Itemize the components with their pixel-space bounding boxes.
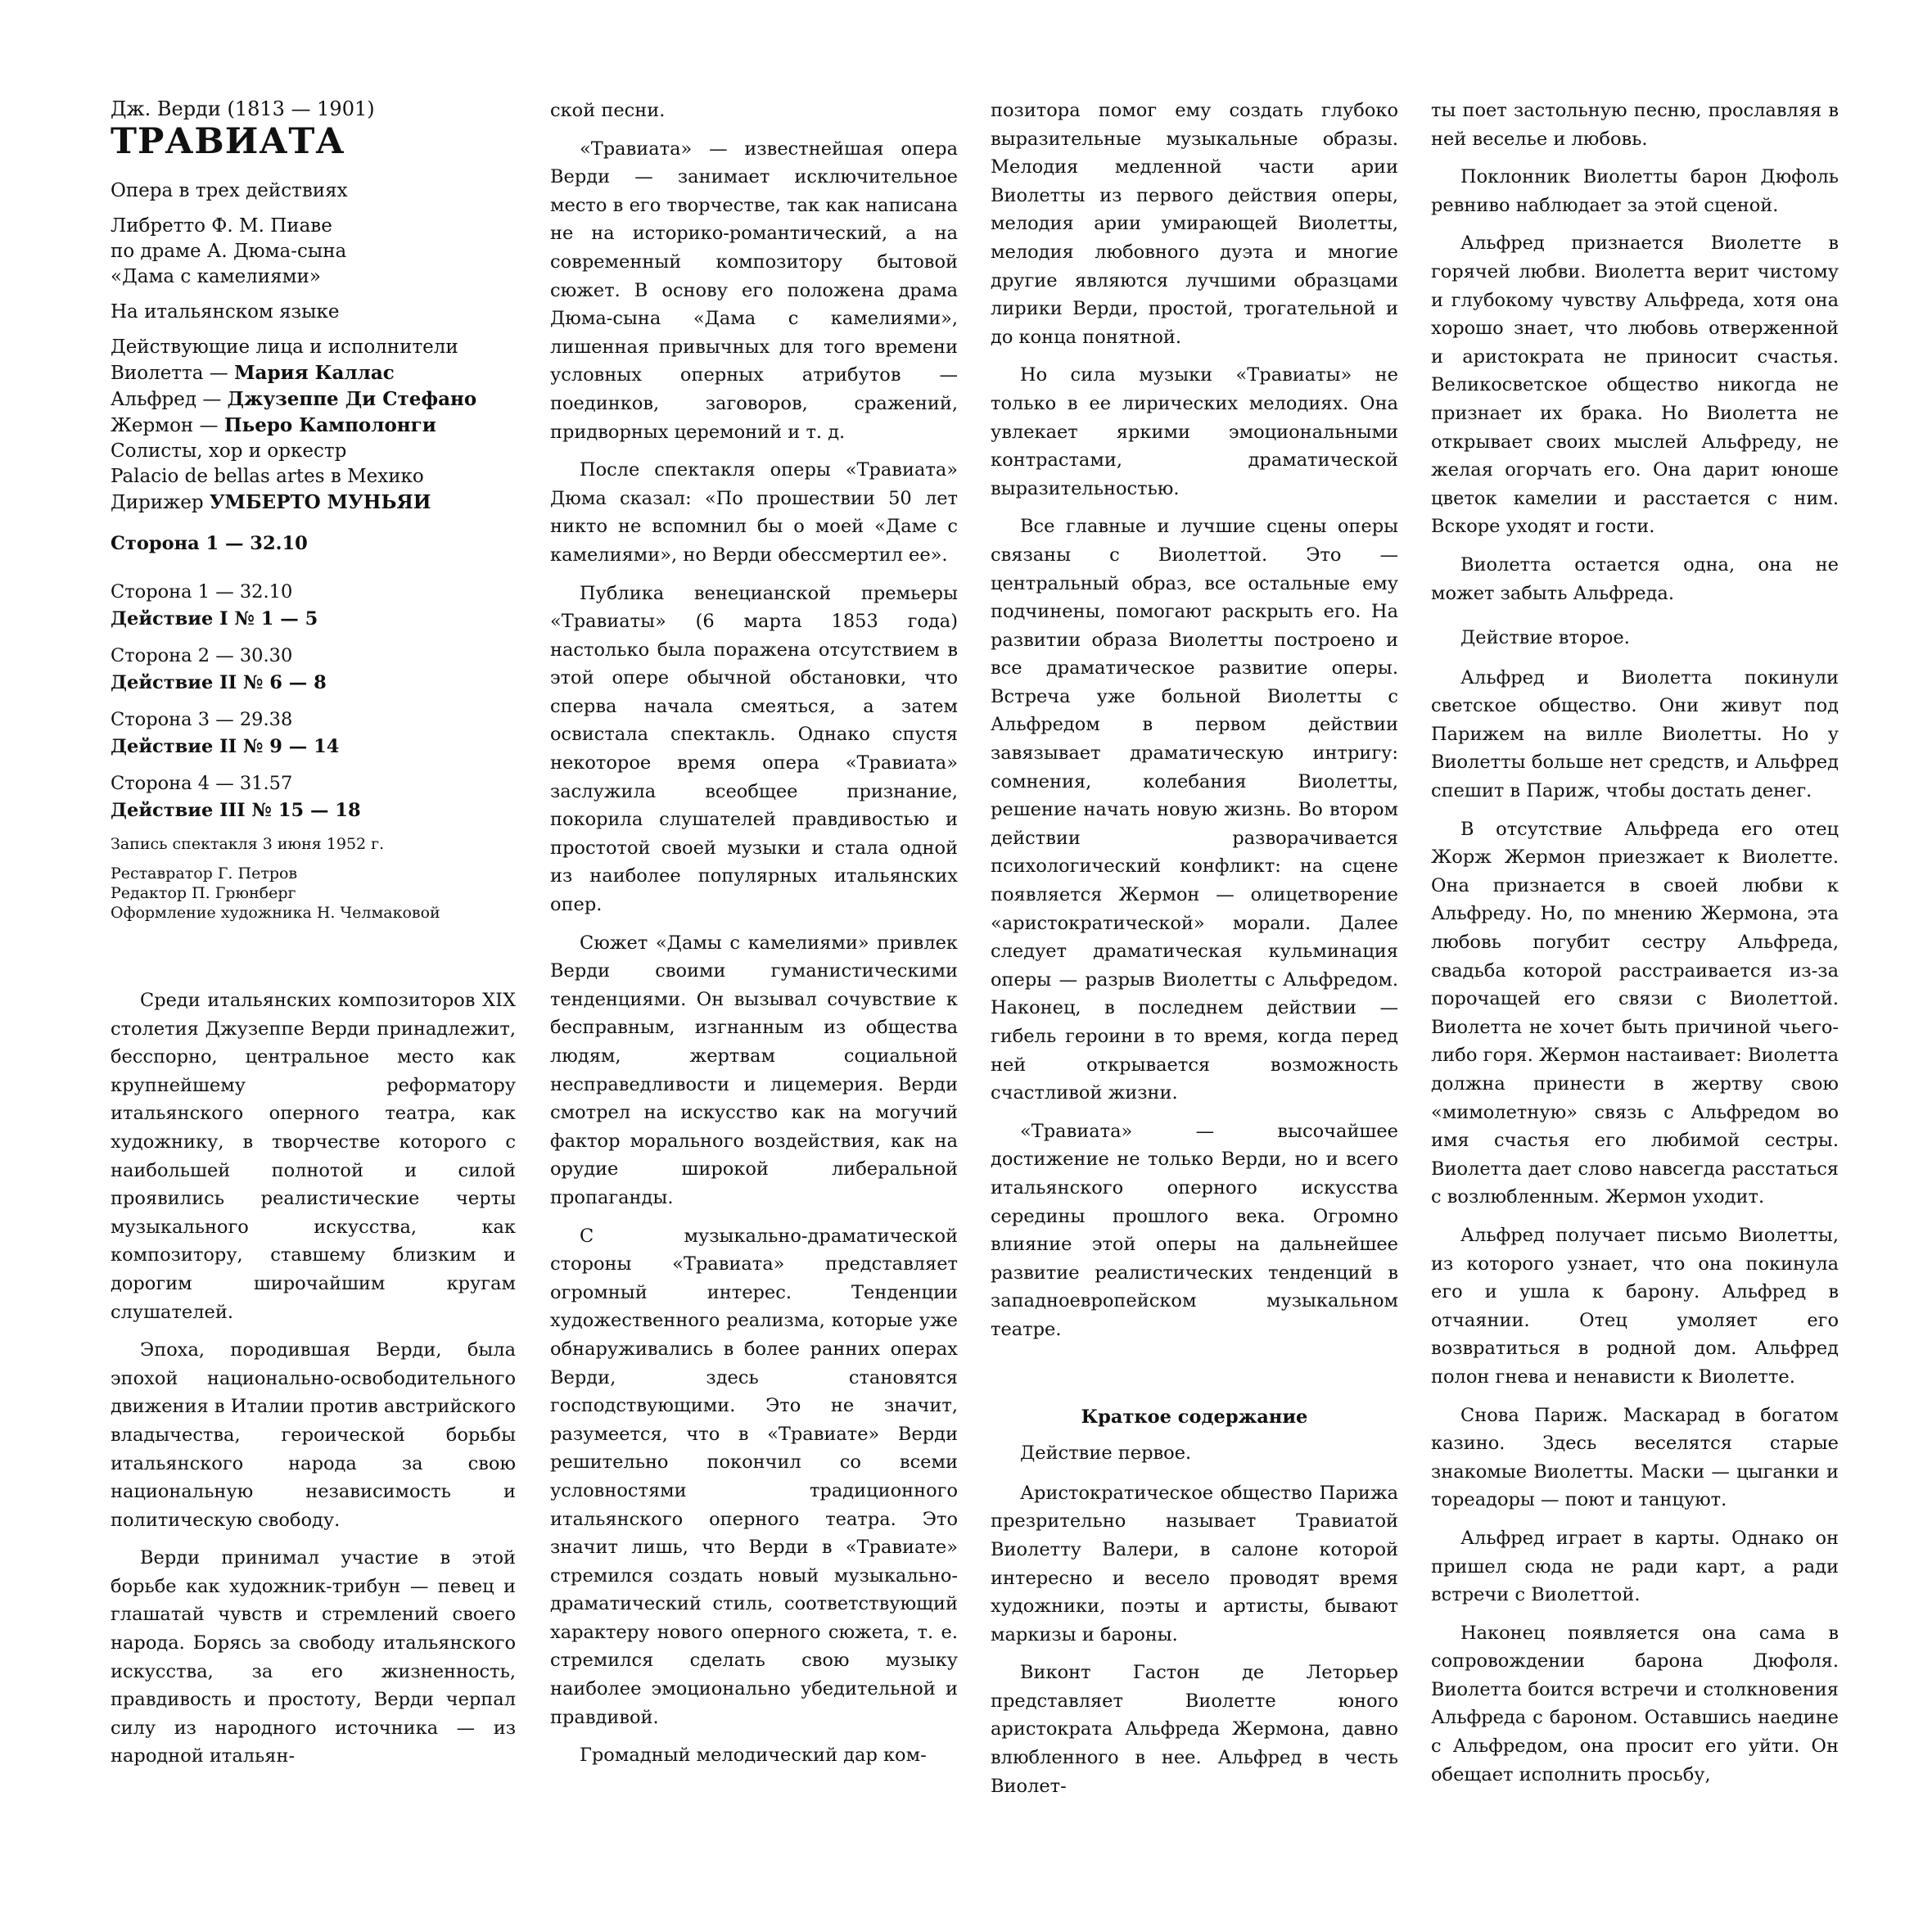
act-label: Действие I № 1 — 5: [111, 608, 318, 630]
cast-singer: Мария Каллас: [234, 362, 395, 384]
paragraph: Все главные и лучшие сцены оперы связаны с Виолеттой. Это — центральный образ, все остальные ему подчинены, помогают раскрыть его. На развитии образа Виолетты построено и все драматическое развитие оперы. Встреча уже больной Виолетты с Альфредом в первом действии завязывает драматическую интригу: сомнения, колебания Виолетты, решение начать новую жизнь. Во втором действии разворачивается психологический конфликт: на сцене появляется Жермон — олицетворение «аристократической» морали. Далее следует драматическая кульминация оперы — разрыв Виолетты с Альфредом. Наконец, в последнем действии — гибель героини в то время, когда перед ней открывается возможность счастливой жизни.: [991, 516, 1398, 1104]
paragraph: Виолетта остается одна, она не может забыть Альфреда.: [1431, 553, 1839, 604]
paragraph: ты поет застольную песню, прославляя в ней веселье и любовь.: [1431, 100, 1839, 150]
libretto-block: [111, 214, 516, 290]
act-heading: Действие первое.: [1020, 1442, 1192, 1465]
act-label: Действие II № 9 — 14: [111, 736, 340, 757]
cast-heading: Действующие лица и исполнители: [111, 336, 458, 358]
cast-row: [111, 386, 516, 413]
side-block: [111, 643, 516, 697]
libretto-line: «Дама с камелиями»: [111, 266, 321, 287]
paragraph: Альфред получает письмо Виолетты, из которого узнает, что она покинула его и ушла к барону. Альфред в отчаянии. Отец умоляет его возвратиться в родной дом. Альфред полон гнева и ненависти к Виолетте.: [1431, 1224, 1839, 1388]
paragraph: Альфред играет в карты. Однако он пришел сюда не ради карт, а ради встречи с Виолеттой.: [1431, 1527, 1839, 1606]
cast-block: [111, 335, 516, 516]
side-label: Сторона 4 — 31.57: [111, 773, 293, 794]
paragraph: позитора помог ему создать глубоко выразительные музыкальные образы. Мелодия медленной части арии Виолетты из первого действия оперы, мелодия арии умирающей Виолетты, мелодия любовного дуэта и многие другие являются лучшими образцами лирики Верди, простой, трогательной и до конца понятной.: [991, 100, 1398, 348]
conductor-name: УМБЕРТО МУНЬЯИ: [209, 491, 431, 513]
side-block: [111, 579, 516, 633]
cast-singer: Джузеппе Ди Стефано: [227, 388, 477, 410]
credit-line: Оформление художника Н. Челмаковой: [111, 904, 440, 922]
cast-role: Жермон —: [111, 415, 224, 436]
side-block: [111, 770, 516, 824]
cast-row: [111, 413, 516, 439]
libretto-line: Либретто Ф. М. Пиаве: [111, 215, 332, 237]
paragraph: Наконец появляется она сама в сопровождении барона Дюфоля. Виолетта боится встречи и столкновения Альфреда с бароном. Оставшись наедине с Альфредом, она просит его уйти. Он обещает исполнить просьбу,: [1431, 1622, 1839, 1785]
synopsis-heading: Краткое содержание: [1081, 1406, 1308, 1428]
cast-singer: Пьеро Камполонги: [223, 414, 436, 436]
paragraph: Публика венецианской премьеры «Травиаты» (6 марта 1853 года) настолько была поражена отсутствием в этой опере обычной обстановки, что сперва начала смеяться, а затем освистала спектакль. Однако спустя некоторое время опера «Травиата» заслужила всеобщее признание, покорила слушателей правдивостью и простотой своей музыки и стала одной из наиболее популярных итальянских опер.: [550, 582, 958, 916]
side-label: Сторона 2 — 30.30: [111, 645, 293, 666]
paragraph: ской песни.: [550, 100, 666, 121]
act-heading: Действие второе.: [1460, 627, 1630, 649]
paragraph: Верди принимал участие в этой борьбе как художник-трибун — певец и глашатай чувств и стремлений своего народа. Борясь за свободу итальянского искусства, за его жизненность, правдивость и простоту, Верди черпал силу из народного источника — из народной итальян-: [111, 1547, 516, 1767]
ensemble-line: Palacio de bellas artes в Мехико: [111, 466, 424, 487]
column-3: [991, 97, 1398, 1810]
page-title: ТРАВИАТА: [111, 121, 345, 162]
paragraph: Громадный мелодический дар ком-: [580, 1745, 927, 1767]
genre: Опера в трех действиях: [111, 180, 348, 201]
side-label: Сторона 1 — 32.10: [111, 581, 293, 603]
paragraph: С музыкально-драматической стороны «Травиата» представляет огромный интерес. Тенденции художественного реализма, которые уже обнаруживались в более ранних операх Верди, здесь становятся господствующими. Это не значит, разумеется, что в «Травиате» Верди решительно покончил со всеми условностями традиционного итальянского оперного театра. Это значит лишь, что Верди в «Травиате» стремился создать новый музыкально-драматический стиль, соответствующий характеру нового оперного сюжета, т. е. стремился сделать свою музыку наиболее эмоционально убедительной и правдивой.: [550, 1225, 958, 1728]
conductor-label: Дирижер: [111, 492, 210, 513]
column-4: [1431, 97, 1839, 1799]
paragraph: Эпоха, породившая Верди, была эпохой национально-освободительного движения в Италии против австрийского владычества, героической борьбы итальянского народа за свою национальную независимость и политическую свободу.: [111, 1339, 516, 1531]
composer-line: Дж. Верди (1813 — 1901): [111, 97, 375, 120]
paragraph: Но сила музыки «Травиаты» не только в ее лирических мелодиях. Она увлекает яркими эмоциональными контрастами, драматической выразительностью.: [991, 364, 1398, 499]
column-2: [550, 97, 958, 1780]
paragraph: Поклонник Виолетты барон Дюфоль ревниво наблюдает за этой сценой.: [1431, 166, 1839, 216]
paragraph: Снова Париж. Маскарад в богатом казино. Здесь веселятся старые знакомые Виолетты. Маски — цыганки и тореадоры — поют и танцуют.: [1431, 1404, 1839, 1511]
paragraph: Альфред признается Виолетте в горячей любви. Виолетта верит чистому и глубокому чувству Альфреда, хотя она хорошо знает, что любовь отверженной и аристократа не приносит счастья. Великосветское общество никогда не признает их брака. Но Виолетта не открывает своих мыслей Альфреду, не желая огорчать его. Она дарит юноше цветок камелии и расстается с ним. Вскоре уходят и гости.: [1431, 232, 1839, 538]
side-block: [111, 706, 516, 761]
language: На итальянском языке: [111, 301, 340, 323]
paragraph: Аристократическое общество Парижа презрительно называет Травиатой Виолетту Валери, в салоне которой интересно и весело проводят время художники, поэты и артисты, бывают маркизы и бароны.: [991, 1482, 1398, 1645]
recording-date: Запись спектакля 3 июня 1952 г.: [111, 835, 385, 853]
side-label: Сторона 3 — 29.38: [111, 709, 293, 730]
act-label: Действие III № 15 — 18: [111, 800, 361, 821]
paragraph: Виконт Гастон де Леторьер представляет Виолетте юного аристократа Альфреда Жермона, давно влюбленного в нее. Альфред в честь Виолет-: [991, 1662, 1398, 1797]
act-label: Действие II № 6 — 8: [111, 672, 327, 693]
ensemble-line: Солисты, хор и оркестр: [111, 440, 347, 462]
paragraph: После спектакля оперы «Травиата» Дюма сказал: «По прошествии 50 лет никто не вспомнил бы о моей «Даме с камелиями», но Верди обессмертил ее».: [550, 459, 958, 566]
paragraph: В отсутствие Альфреда его отец Жорж Жермон приезжает к Виолетте. Она признается в своей любви к Альфреду. Но, по мнению Жермона, эта любовь погубит сестру Альфреда, свадьба которой расстраивается из-за порочащей его связи с Виолеттой. Виолетта не хочет быть причиной чьего-либо горя. Жермон настаивает: Виолетта должна принести в жертву свою «мимолетную» связь с Альфредом во имя счастья его любимой сестры. Виолетта дает слово навсегда расстаться с возлюбленным. Жермон уходит.: [1431, 818, 1839, 1208]
summary-side: Сторона 1 — 32.10: [111, 533, 308, 554]
cast-role: Виолетта —: [111, 363, 235, 384]
credit-line: Редактор П. Грюнберг: [111, 884, 296, 902]
libretto-line: по драме А. Дюма-сына: [111, 241, 347, 262]
paragraph: Среди итальянских композиторов XIX столетия Джузеппе Верди принадлежит, бесспорно, центральное место как крупнейшему реформатору итальянского оперного театра, как художнику, в творчестве которого с наибольшей полнотой и силой проявились реалистические черты музыкального искусства, как композитору, ставшему близким и дорогим широчайшим кругам слушателей.: [111, 990, 516, 1323]
cast-role: Альфред —: [111, 389, 228, 410]
credit-line: Реставратор Г. Петров: [111, 864, 298, 882]
cast-row: [111, 360, 516, 386]
column-1: [111, 97, 516, 1781]
conductor-line: [111, 490, 516, 516]
credits: [111, 864, 516, 923]
paragraph: Сюжет «Дамы с камелиями» привлек Верди своими гуманистическими тенденциями. Он вызывал сочувствие к бесправным, изгнанным из общества людям, жертвам социальной несправедливости и лицемерия. Верди смотрел на искусство как на могучий фактор морального воздействия, как на орудие широкой либеральной пропаганды.: [550, 932, 958, 1208]
paragraph: Альфред и Виолетта покинули светское общество. Они живут под Парижем на вилле Виолетты. Но у Виолетты больше нет средств, и Альфред спешит в Париж, чтобы достать денег.: [1431, 666, 1839, 802]
paragraph: «Травиата» — высочайшее достижение не только Верди, но и всего итальянского оперного искусства середины прошлого века. Огромно влияние этой оперы на дальнейшее развитие реалистических тенденций в западноевропейском музыкальном театре.: [991, 1120, 1398, 1340]
paragraph: «Травиата» — известнейшая опера Верди — занимает исключительное место в его творчестве, так как написана не на историко-романтический, а на современный композитору бытовой сюжет. В основу его положена драма Дюма-сына «Дама с камелиями», лишенная привычных для того времени условных оперных атрибутов — поединков, заговоров, сражений, придворных церемоний и т. д.: [550, 138, 958, 443]
